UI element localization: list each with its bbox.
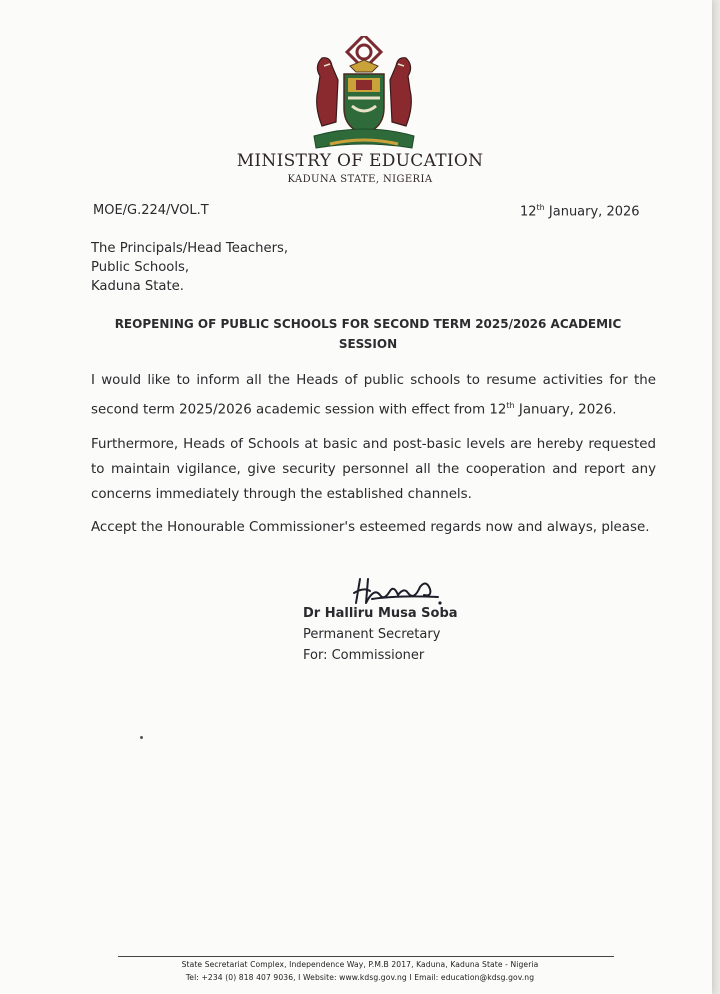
ministry-name: MINISTRY OF EDUCATION	[236, 151, 484, 171]
coat-of-arms-icon	[300, 36, 428, 154]
address-line: Kaduna State.	[91, 279, 184, 294]
state-name: KADUNA STATE, NIGERIA	[287, 174, 433, 185]
signatory-for: For: Commissioner	[303, 648, 425, 663]
signatory-title: Permanent Secretary	[303, 627, 441, 642]
signatory-name: Dr Halliru Musa Soba	[303, 606, 458, 621]
paragraph-text: January, 2026.	[514, 402, 617, 418]
paragraph-resumption	[91, 368, 656, 422]
page-speck	[140, 736, 143, 739]
footer-divider	[118, 956, 614, 957]
paragraph-security: Furthermore, Heads of Schools at basic and post-basic levels are hereby requested to maintain vigilance, give security personnel all the cooperation and report any concerns immediately through the established channels.	[91, 437, 656, 502]
footer-address: State Secretariat Complex, Independence Way, P.M.B 2017, Kaduna, Kaduna State - Nigeria	[181, 960, 539, 969]
footer-contacts: Tel: +234 (0) 818 407 9036, I Website: www.kdsg.gov.ng I Email: education@kdsg.gov.ng	[185, 973, 535, 982]
reference-number: MOE/G.224/VOL.T	[93, 203, 209, 218]
address-line: Public Schools,	[91, 260, 190, 275]
date-suffix: th	[536, 203, 545, 212]
ordinal-suffix: th	[506, 401, 515, 410]
signature-block	[303, 603, 458, 666]
letter-date	[520, 203, 640, 219]
date-day: 12	[520, 204, 537, 220]
letter-subject: REOPENING OF PUBLIC SCHOOLS FOR SECOND TERM 2025/2026 ACADEMIC SESSION	[114, 317, 622, 351]
date-rest: January, 2026	[544, 204, 640, 220]
paragraph-regards: Accept the Honourable Commissioner's esteemed regards now and always, please.	[91, 520, 650, 535]
address-line: The Principals/Head Teachers,	[91, 241, 289, 256]
paragraph-text: I would like to inform all the Heads of public schools to resume activities for the second term 2025/2026 academic session with effect from 12	[91, 373, 656, 418]
recipient-address	[91, 239, 288, 296]
